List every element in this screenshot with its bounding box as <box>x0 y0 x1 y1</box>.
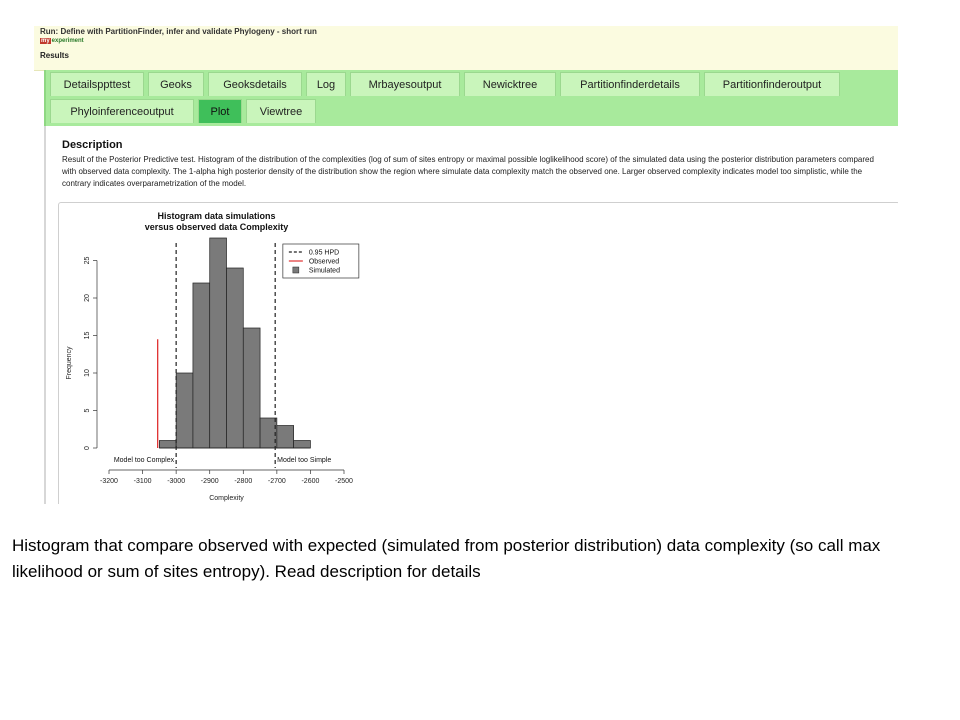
tab-partitionfinderdetails[interactable]: Partitionfinderdetails <box>560 72 700 96</box>
tab-viewtree[interactable]: Viewtree <box>246 99 316 123</box>
histogram-bar <box>294 441 311 449</box>
legend-label: 0.95 HPD <box>308 249 340 257</box>
histogram-bar <box>193 283 210 448</box>
x-tick-label: -3000 <box>167 478 186 485</box>
y-tick-label: 15 <box>84 331 91 340</box>
y-tick-label: 5 <box>84 408 91 413</box>
y-tick-label: 10 <box>84 369 91 377</box>
annotation-model-too-complex: Model too Complex <box>113 457 175 464</box>
tab-plot[interactable]: Plot <box>198 99 242 123</box>
x-tick-label: -3100 <box>133 478 152 485</box>
histogram-bar <box>243 328 260 448</box>
histogram-bar <box>260 418 277 448</box>
x-tick-label: -3200 <box>100 478 118 485</box>
histogram-bar <box>210 238 227 448</box>
legend-swatch-simulated <box>293 267 299 273</box>
tab-geoks[interactable]: Geoks <box>148 72 204 96</box>
description-text: Result of the Posterior Predictive test. Histogram of the distribution of the complexities (log of sum of sites entropy or maximal possible loglikelihood score) of the simulated data using the posterior distribution parameters compared with observed data complexity. The 1-alpha high posterior density of the distribution show the region where simulate data complexity match the observed one. Larger observed complexity indicates model too simplistic, while the contrary indicates overparametrization of the model. <box>62 155 874 188</box>
y-axis-label: Frequency <box>66 346 73 380</box>
x-tick-label: -2800 <box>234 478 253 485</box>
y-tick-label: 20 <box>84 294 91 302</box>
tab-geoksdetails[interactable]: Geoksdetails <box>208 72 302 96</box>
annotation-model-too-simple: Model too Simple <box>277 457 332 464</box>
description-title: Description <box>62 139 123 151</box>
y-tick-label: 25 <box>84 256 91 265</box>
histogram-bar <box>159 441 176 449</box>
x-tick-label: -2500 <box>335 478 353 485</box>
tab-mrbayesoutput[interactable]: Mrbayesoutput <box>350 72 460 96</box>
header-bar <box>34 26 898 71</box>
tab-bar <box>44 70 898 126</box>
tab-content <box>44 126 898 504</box>
chart-title-line1: Histogram data simulations <box>157 211 276 221</box>
histogram-bar <box>176 373 193 448</box>
legend-label: Observed <box>308 258 340 266</box>
tab-log[interactable]: Log <box>306 72 346 96</box>
tab-phyloinferenceoutput[interactable]: Phyloinferenceoutput <box>50 99 194 123</box>
run-title: Run: Define with PartitionFinder, infer and validate Phylogeny - short run <box>40 27 317 36</box>
screenshot-region <box>34 26 898 504</box>
histogram-bar <box>227 268 244 448</box>
histogram-bar <box>277 426 294 449</box>
x-tick-label: -2900 <box>200 478 219 485</box>
legend-label: Simulated <box>308 267 340 275</box>
tab-detailsppttest[interactable]: Detailsppttest <box>50 72 144 96</box>
tab-partitionfinderoutput[interactable]: Partitionfinderoutput <box>704 72 840 96</box>
x-axis-label: Complexity <box>209 495 244 502</box>
slide-caption: Histogram that compare observed with expected (simulated from posterior distribution) data complexity (so call max likelihood or sum of sites entropy). Read description for details <box>12 536 881 581</box>
x-tick-label: -2700 <box>267 478 286 485</box>
chart-title-line2: versus observed data Complexity <box>144 222 289 232</box>
y-tick-label: 0 <box>84 446 91 450</box>
x-tick-label: -2600 <box>301 478 320 485</box>
histogram-chart <box>59 203 898 504</box>
plot-frame <box>58 202 898 504</box>
myexperiment-logo[interactable]: my experiment <box>41 38 84 44</box>
tab-newicktree[interactable]: Newicktree <box>464 72 556 96</box>
results-heading: Results <box>40 51 69 60</box>
